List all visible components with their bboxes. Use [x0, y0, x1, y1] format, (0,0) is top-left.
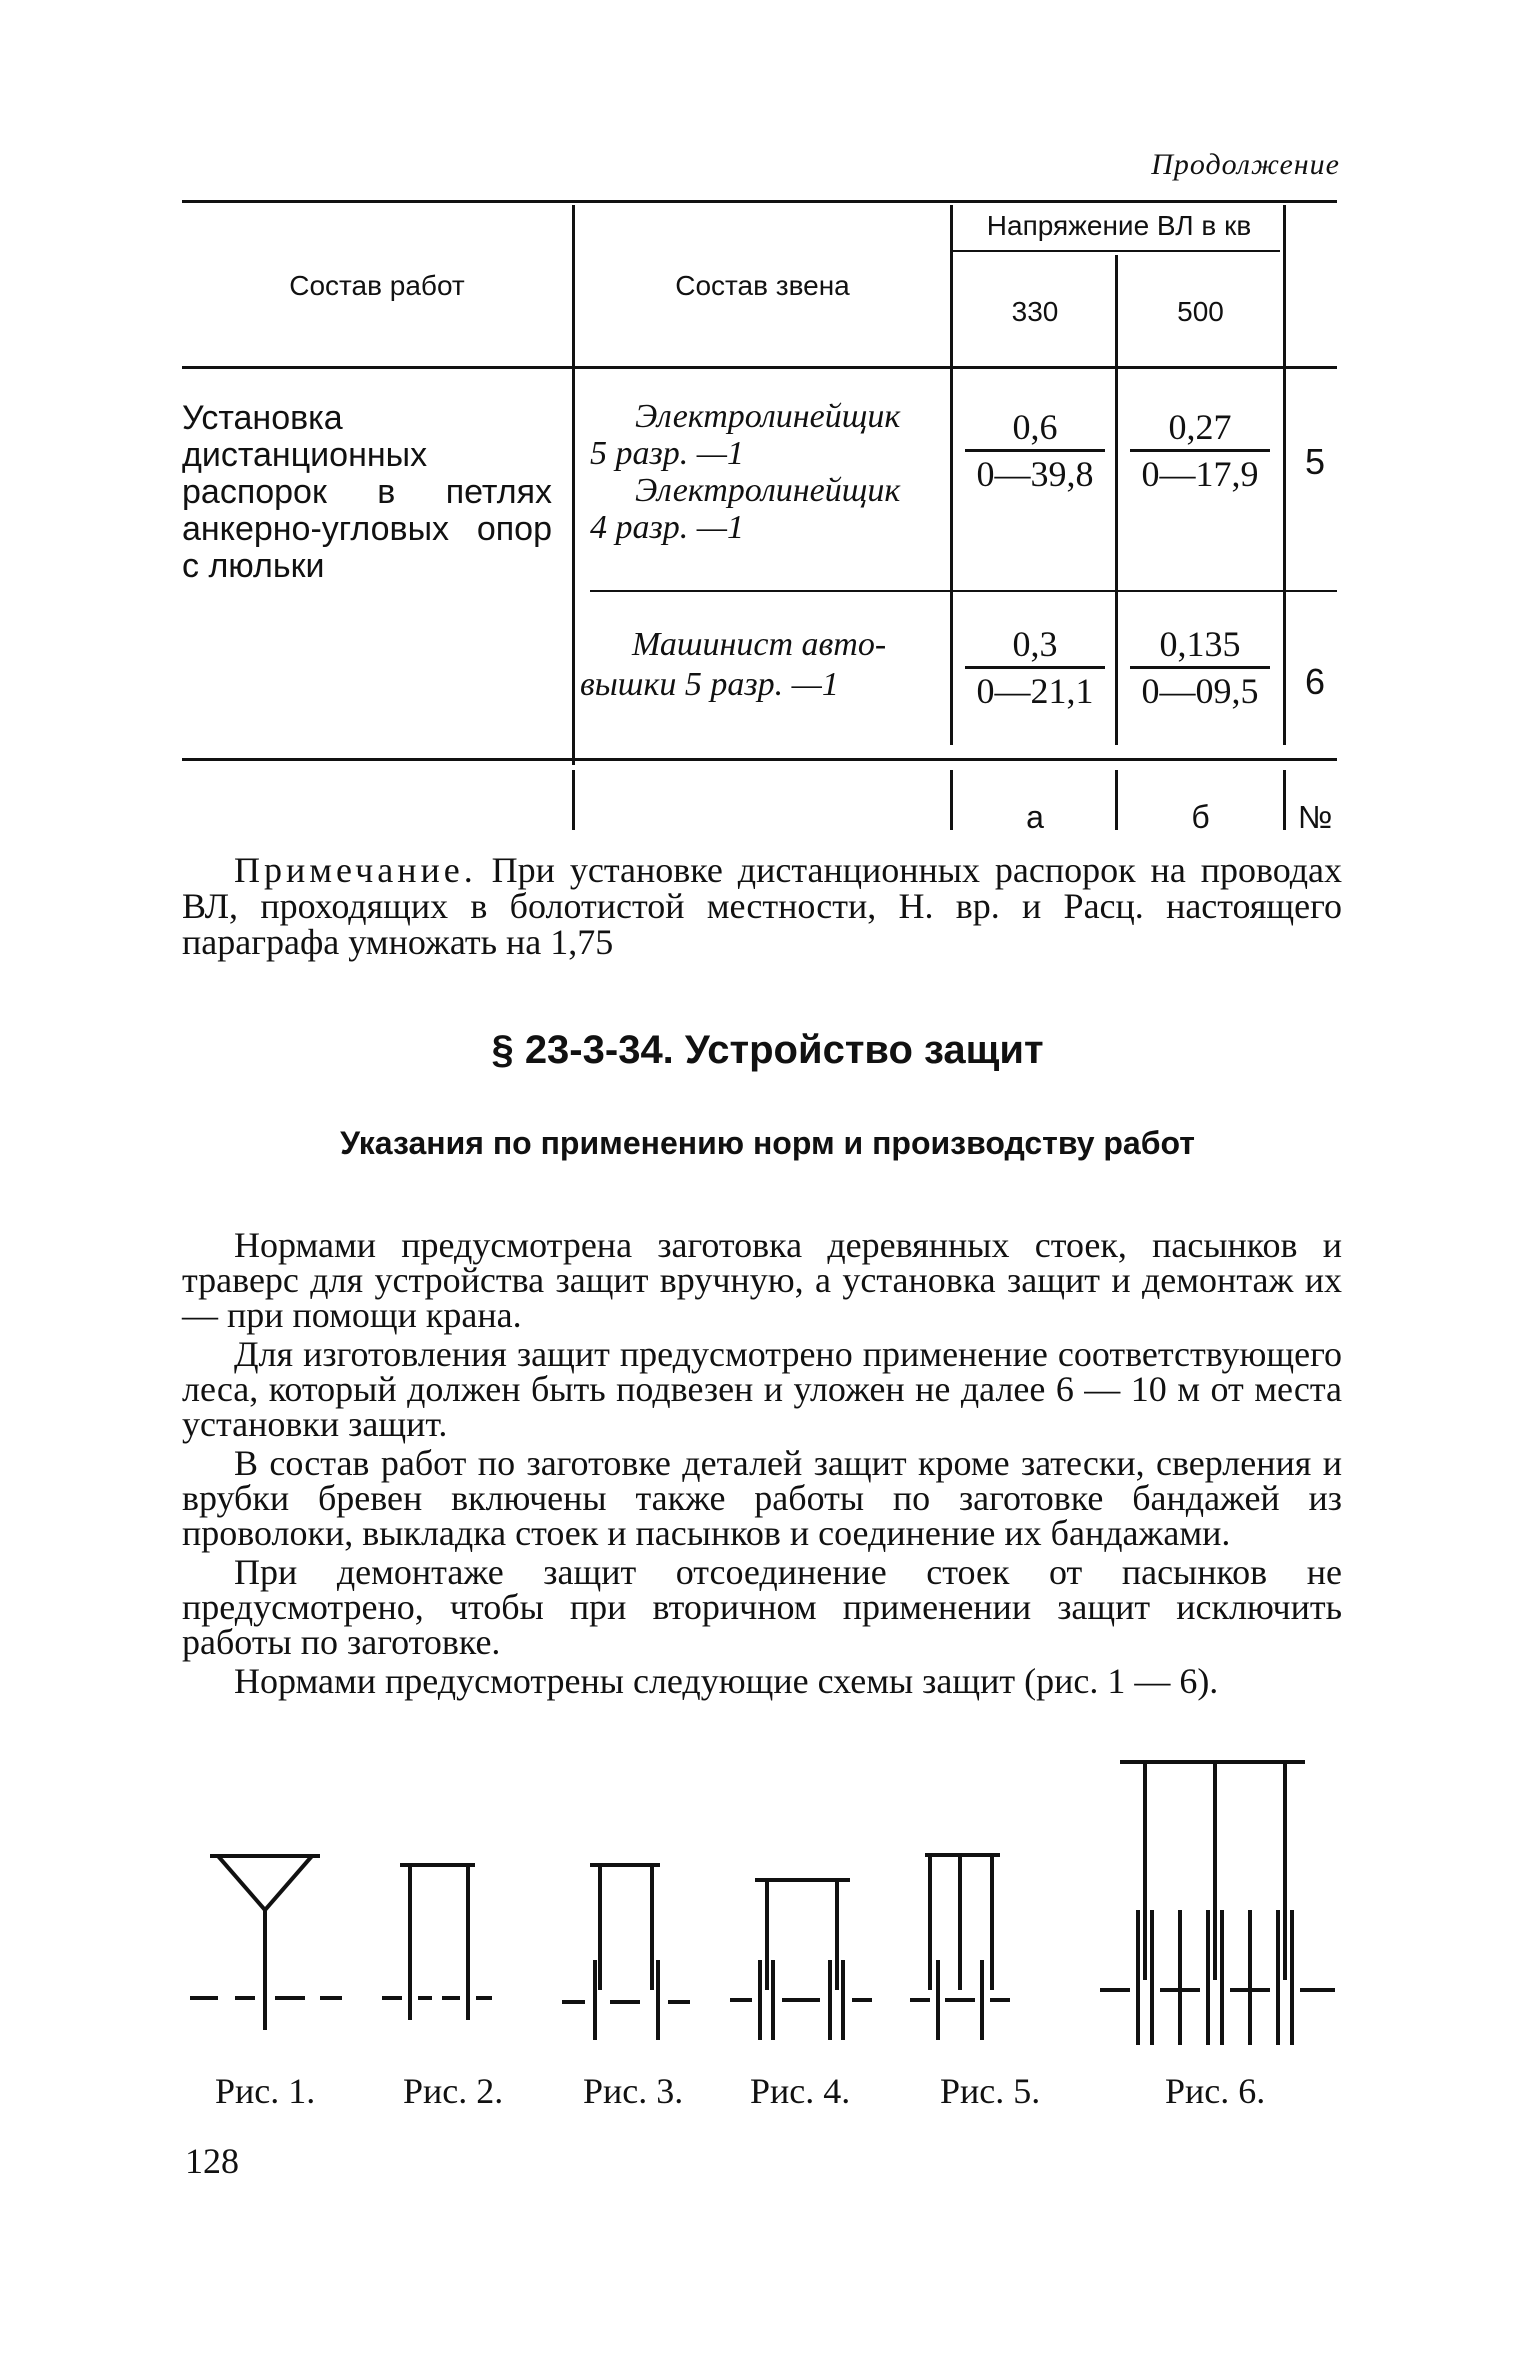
crew-line: 5 разр. —1 — [590, 435, 744, 472]
crew-row-2 — [580, 625, 940, 705]
table-header-rule — [182, 366, 1337, 369]
paragraph: Для изготовления защит предусмотрено применение соответствующего леса, который должен быть подвезен и уложен не далее 6 — 10 м от места установки защит. — [182, 1334, 1342, 1444]
header-500: 500 — [1177, 296, 1224, 327]
body-text — [182, 1225, 1342, 1701]
crew-line: вышки 5 разр. —1 — [580, 666, 839, 703]
table-bottom-rule — [182, 758, 1337, 761]
footer-divider — [572, 770, 575, 830]
header-voltage: Напряжение ВЛ в кв — [986, 210, 1252, 241]
crew-line: Электролинейщик — [635, 398, 901, 435]
page-number: 128 — [185, 2141, 239, 2181]
table-note — [182, 852, 1342, 960]
header-330: 330 — [1011, 296, 1059, 327]
figure-caption-6: Рис. 6. — [1165, 2071, 1266, 2111]
protection-schemes-figures — [170, 1750, 1370, 2060]
footer-divider — [1283, 770, 1286, 830]
section-subtitle: Указания по применению норм и производству работ — [340, 1125, 1195, 1161]
figure-caption-5: Рис. 5. — [940, 2071, 1041, 2111]
footer-a: а — [1026, 799, 1044, 835]
price: 0—39,8 — [965, 449, 1105, 496]
paragraph: При демонтаже защит отсоединение стоек от пасынков не предусмотрено, чтобы при вторичном применении защит исключить работы по заготовке. — [182, 1552, 1342, 1662]
figure-2-drawing — [382, 1865, 492, 2020]
figure-caption-3: Рис. 3. — [583, 2071, 684, 2111]
time-norm: 0,6 — [1012, 407, 1058, 447]
table-top-rule — [182, 200, 1337, 203]
figure-6-drawing — [1100, 1762, 1335, 2045]
crew-row-1 — [590, 398, 940, 546]
paragraph: Нормами предусмотрена заготовка деревянных стоек, пасынков и траверс для устройства защит вручную, а установка защит и демонтаж их — при помощи крана. — [182, 1225, 1342, 1335]
note-text: При установке дистанционных распорок на проводах ВЛ, проходящих в болотистой местности, Н. вр. и Расц. настоящего параграфа умножать на 1,75 — [182, 850, 1343, 962]
crew-line: Машинист авто- — [632, 626, 887, 663]
footer-no: № — [1297, 799, 1333, 835]
row-number-1: 5 — [1304, 441, 1326, 482]
continued-label: Продолжение — [1151, 148, 1340, 181]
price: 0—17,9 — [1130, 449, 1270, 496]
figure-1-drawing — [190, 1856, 342, 2030]
header-crew: Состав звена — [675, 270, 850, 301]
col-divider-2 — [950, 205, 953, 745]
rate-500-row-2 — [1130, 622, 1270, 713]
row-number-2: 6 — [1304, 661, 1326, 702]
footer-b: б — [1191, 799, 1210, 835]
figure-caption-2: Рис. 2. — [403, 2071, 504, 2111]
time-norm: 0,3 — [1012, 624, 1058, 664]
price: 0—21,1 — [965, 666, 1105, 713]
paragraph: В состав работ по заготовке деталей защит кроме затески, сверления и врубки бревен включены также работы по заготовке бандажей из проволоки, выкладка стоек и пасынков и соединение их бандажами. — [182, 1443, 1342, 1553]
time-norm: 0,27 — [1168, 407, 1232, 447]
note-label: Примечание. — [234, 850, 477, 890]
col-divider-3 — [1115, 255, 1118, 745]
work-description: Установка дистанционных распорок в петлях анкерно-угловых опор с люльки — [182, 399, 552, 585]
section-title: § 23-3-34. Устройство защит — [491, 1028, 1044, 1072]
crew-line: Электролинейщик — [635, 472, 901, 509]
rate-330-row-2 — [965, 622, 1105, 713]
figure-caption-1: Рис. 1. — [215, 2071, 316, 2111]
paragraph: Нормами предусмотрены следующие схемы защит (рис. 1 — 6). — [234, 1661, 1219, 1701]
time-norm: 0,135 — [1159, 624, 1241, 664]
figure-5-drawing — [910, 1855, 1010, 2040]
crew-line: 4 разр. —1 — [590, 509, 744, 546]
figure-3-drawing — [562, 1865, 690, 2040]
rate-500-row-1 — [1130, 405, 1270, 496]
rate-330-row-1 — [965, 405, 1105, 496]
voltage-subrule — [950, 250, 1280, 252]
row-divider — [590, 590, 1337, 592]
figure-4-drawing — [730, 1880, 872, 2040]
footer-divider — [950, 770, 953, 830]
figure-caption-4: Рис. 4. — [750, 2071, 851, 2111]
col-divider-4 — [1283, 205, 1286, 745]
price: 0—09,5 — [1130, 666, 1270, 713]
header-work: Состав работ — [289, 270, 465, 301]
